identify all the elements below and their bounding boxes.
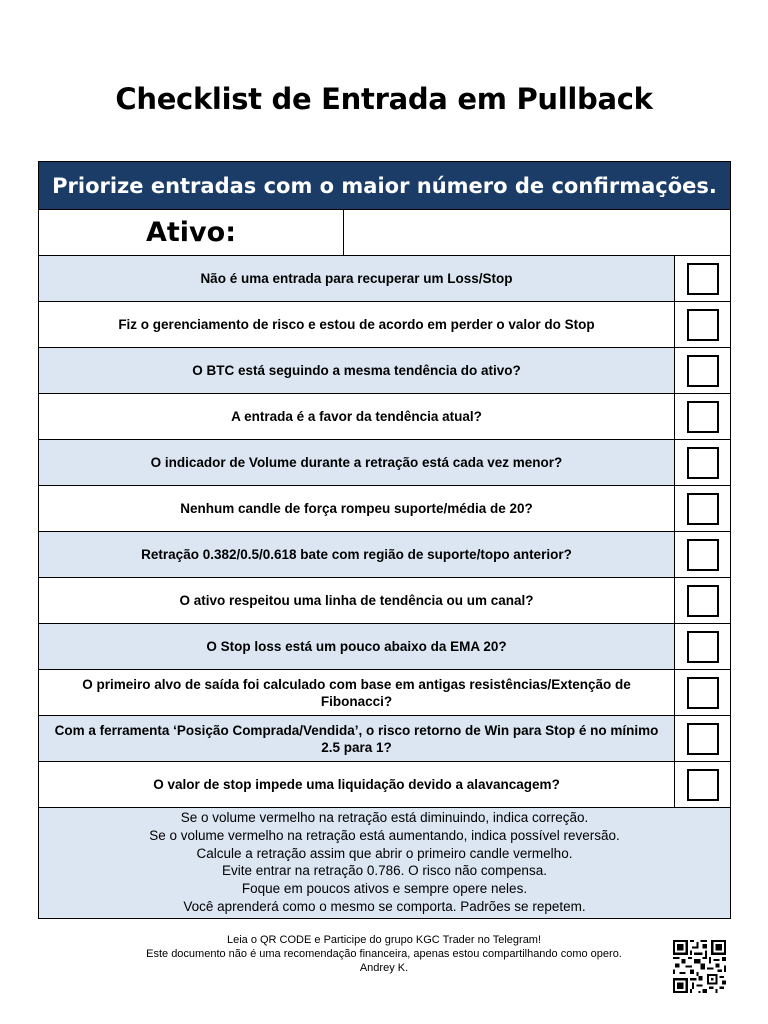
checkbox[interactable]: [687, 585, 719, 617]
ativo-value-field[interactable]: [344, 210, 730, 255]
checklist-item-text: Retração 0.382/0.5/0.618 bate com região de suporte/topo anterior?: [39, 532, 675, 577]
checkbox-cell: [675, 256, 730, 301]
ativo-label: Ativo:: [39, 210, 344, 255]
checklist-item-text: O primeiro alvo de saída foi calculado com base em antigas resistências/Extenção de Fibonacci?: [39, 670, 675, 715]
footer: [100, 933, 668, 975]
checkbox[interactable]: [687, 263, 719, 295]
checkbox[interactable]: [687, 309, 719, 341]
footer-line: Andrey K.: [359, 962, 409, 974]
note-line: Se o volume vermelho na retração está diminuindo, indica correção.: [180, 810, 589, 825]
checkbox-cell: [675, 440, 730, 485]
checkbox[interactable]: [687, 401, 719, 433]
note-line: Calcule a retração assim que abrir o primeiro candle vermelho.: [196, 845, 573, 861]
checklist-sheet: [38, 161, 731, 919]
note-line: Foque em poucos ativos e sempre opere neles.: [241, 881, 528, 897]
checklist-row: [39, 394, 730, 440]
checklist-row: [39, 670, 730, 716]
checkbox[interactable]: [687, 631, 719, 663]
checklist-item-text: Com a ferramenta ‘Posição Comprada/Vendida’, o risco retorno de Win para Stop é no mínimo 2.5 para 1?: [39, 716, 675, 761]
checkbox-cell: [675, 532, 730, 577]
checkbox[interactable]: [687, 769, 719, 801]
checkbox-cell: [675, 716, 730, 761]
checklist-item-text: A entrada é a favor da tendência atual?: [39, 394, 675, 439]
checklist-item-text: Nenhum candle de força rompeu suporte/média de 20?: [39, 486, 675, 531]
checklist-row: [39, 348, 730, 394]
checkbox-cell: [675, 394, 730, 439]
checklist-item-text: O valor de stop impede uma liquidação devido a alavancagem?: [39, 762, 675, 807]
checkbox-cell: [675, 348, 730, 393]
page-title: Checklist de Entrada em Pullback: [115, 82, 653, 116]
footer-line: Leia o QR CODE e Participe do grupo KGC Trader no Telegram!: [226, 934, 542, 946]
checkbox-cell: [675, 670, 730, 715]
checklist-item-text: Não é uma entrada para recuperar um Loss/Stop: [39, 256, 675, 301]
checkbox[interactable]: [687, 447, 719, 479]
checkbox-cell: [675, 578, 730, 623]
checklist-row: [39, 624, 730, 670]
checklist-row: [39, 762, 730, 808]
checklist-row: [39, 578, 730, 624]
checklist-items: [39, 256, 730, 808]
checklist-item-text: O Stop loss está um pouco abaixo da EMA 20?: [39, 624, 675, 669]
checklist-row: [39, 716, 730, 762]
checklist-item-text: Fiz o gerenciamento de risco e estou de acordo em perder o valor do Stop: [39, 302, 675, 347]
qr-code-icon[interactable]: [673, 940, 726, 993]
footer-line: Este documento não é uma recomendação financeira, apenas estou compartilhando como opero.: [146, 948, 622, 960]
checkbox[interactable]: [687, 723, 719, 755]
checklist-row: [39, 256, 730, 302]
checklist-item-text: O ativo respeitou uma linha de tendência ou um canal?: [39, 578, 675, 623]
checklist-row: [39, 532, 730, 578]
checklist-item-text: O indicador de Volume durante a retração está cada vez menor?: [39, 440, 675, 485]
banner: Priorize entradas com o maior número de confirmações.: [39, 162, 730, 210]
note-line: Evite entrar na retração 0.786. O risco não compensa.: [222, 863, 547, 879]
checklist-item-text: O BTC está seguindo a mesma tendência do ativo?: [39, 348, 675, 393]
checkbox-cell: [675, 624, 730, 669]
note-line: Se o volume vermelho na retração está aumentando, indica possível reversão.: [149, 827, 620, 843]
checkbox[interactable]: [687, 493, 719, 525]
note-line: Você aprenderá como o mesmo se comporta. Padrões se repetem.: [183, 898, 586, 914]
ativo-row: [39, 210, 730, 256]
checkbox[interactable]: [687, 355, 719, 387]
checkbox-cell: [675, 486, 730, 531]
checkbox-cell: [675, 762, 730, 807]
checklist-row: [39, 486, 730, 532]
checkbox-cell: [675, 302, 730, 347]
checklist-row: [39, 440, 730, 486]
checkbox[interactable]: [687, 539, 719, 571]
checkbox[interactable]: [687, 677, 719, 709]
notes: [39, 808, 730, 918]
checklist-row: [39, 302, 730, 348]
